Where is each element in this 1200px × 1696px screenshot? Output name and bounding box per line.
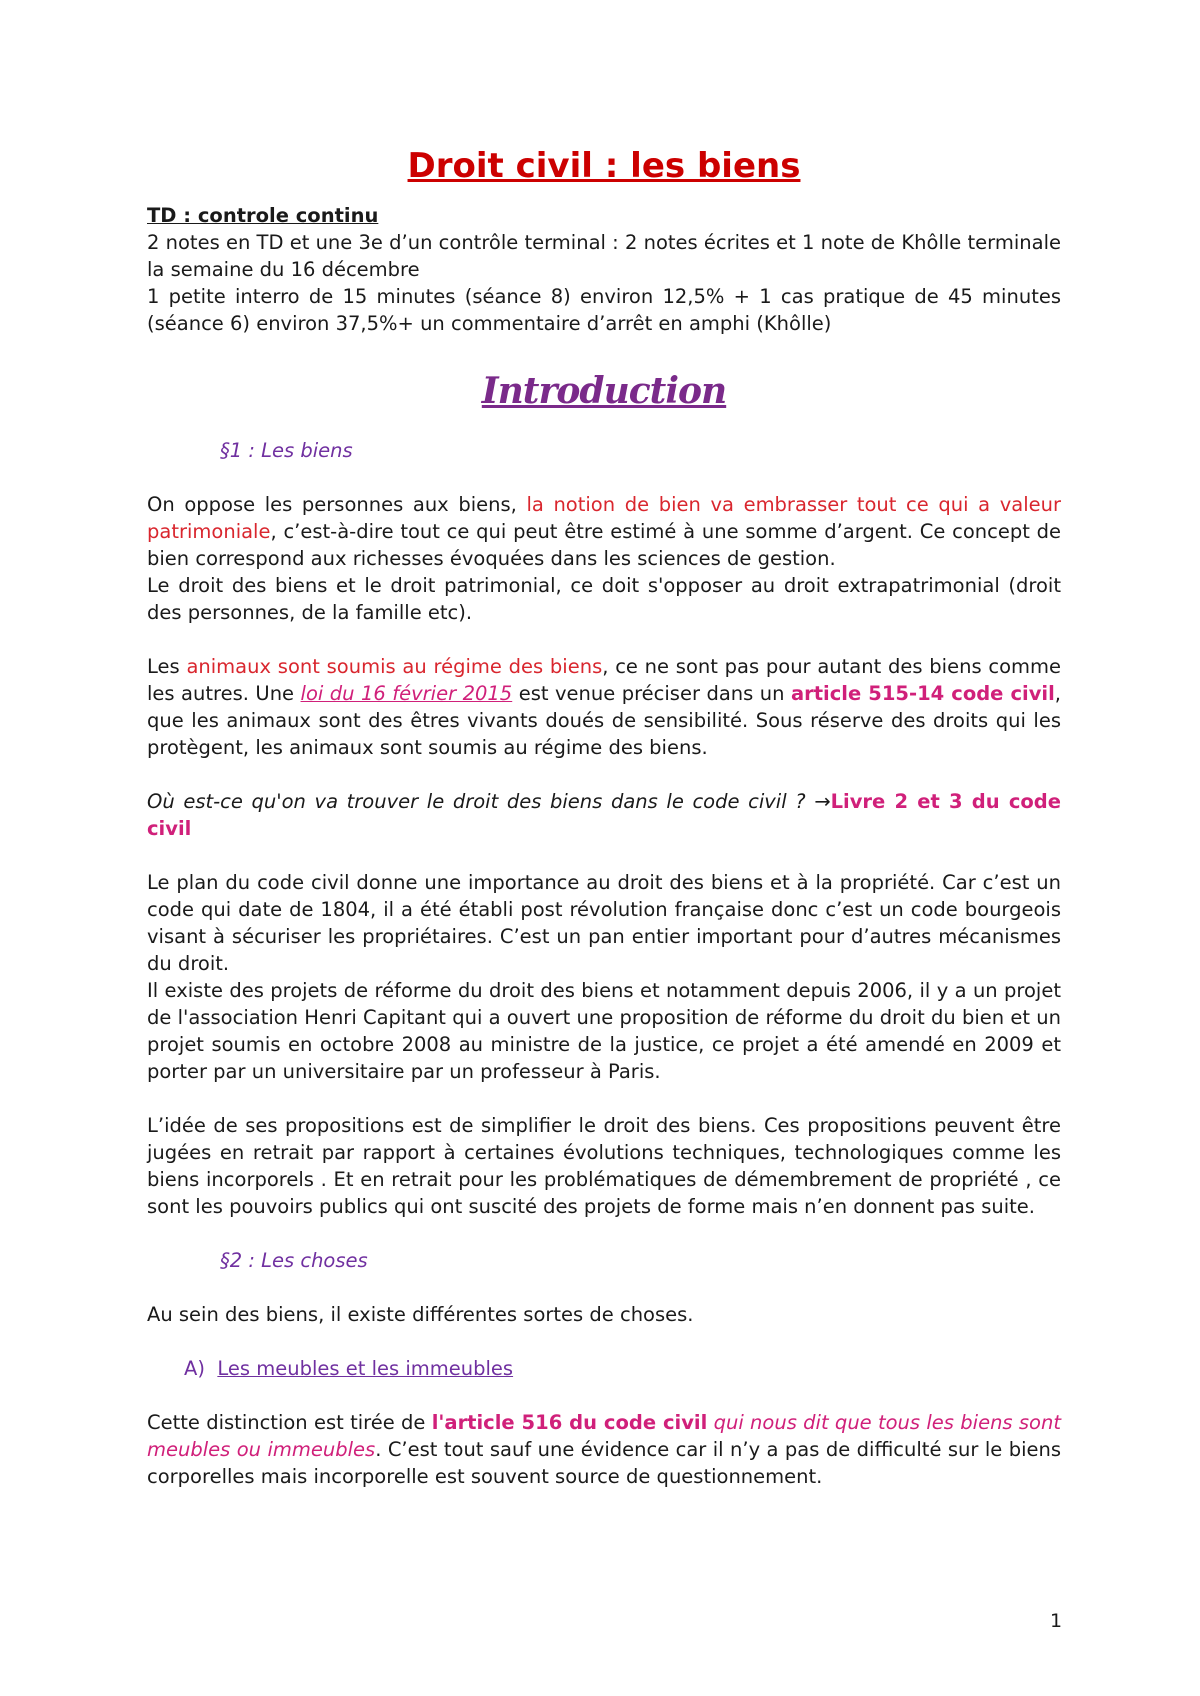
section-1-paragraph-4: Le plan du code civil donne une importance au droit des biens et à la propriété. Car c’est un code qui date de 1804, il a été établi post révolution française donc c’est un code bourgeois visant à sécuriser les propriétaires. C’est un pan entier important pour d’autres mécanismes du droit. xyxy=(147,871,1061,975)
section-1-paragraph-2 xyxy=(147,653,1061,761)
text-run: , ce ne sont pas pour autant des biens comme les autres. Une xyxy=(147,655,1062,705)
text-run: , c’est-à-dire tout ce qui peut être estimé à une somme d’argent. Ce concept de bien correspond aux richesses évoquées dans les sciences de gestion. xyxy=(147,520,1061,570)
section-2-paragraph-2 xyxy=(147,1409,1061,1490)
section-1-paragraph-6: L’idée de ses propositions est de simplifier le droit des biens. Ces propositions peuvent être jugées en retrait par rapport à certaines évolutions techniques, technologiques comme les biens incorporels . Et en retrait pour les problématiques de démembrement de propriété , ce sont les pouvoirs publics qui ont suscité des projets de forme mais n’en donnent pas suite. xyxy=(147,1114,1061,1218)
section-2-heading: §2 : Les choses xyxy=(220,1249,368,1272)
livre-reference: Livre 2 et 3 du code civil xyxy=(147,790,1061,840)
td-heading-text: TD : controle continu xyxy=(147,204,379,227)
question-text: Où est-ce qu'on va trouver le droit des biens dans le code civil ? → xyxy=(147,790,831,813)
section-1-paragraph-1 xyxy=(147,491,1061,626)
section-1-paragraph-5: Il existe des projets de réforme du droit des biens et notamment depuis 2006, il y a un projet de l'association Henri Capitant qui a ouvert une proposition de réforme du droit du bien et un projet soumis en octobre 2008 au ministre de la justice, ce projet a été amendé en 2009 et porter par un universitaire par un professeur à Paris. xyxy=(147,979,1061,1083)
subsection-a-heading xyxy=(147,1355,1061,1382)
text-run: On oppose les personnes aux biens, xyxy=(147,493,527,516)
introduction-heading: Introduction xyxy=(481,370,727,412)
article-515-14-reference: article 515-14 code civil xyxy=(790,682,1055,705)
document-title: Droit civil : les biens xyxy=(407,146,801,186)
text-run: est venue préciser dans un xyxy=(512,682,791,705)
section-2-paragraph-1: Au sein des biens, il existe différentes sortes de choses. xyxy=(147,1303,694,1326)
subsection-a-title: Les meubles et les immeubles xyxy=(217,1357,514,1380)
text-run: . C’est tout sauf une évidence car il n’y a pas de difficulté sur le biens corporelles mais incorporelle est souvent source de questionnement. xyxy=(147,1438,1061,1488)
section-1-heading: §1 : Les biens xyxy=(220,439,353,462)
td-line-2: 1 petite interro de 15 minutes (séance 8) environ 12,5% + 1 cas pratique de 45 minutes (séance 6) environ 37,5%+ un commentaire d’arrêt en amphi (Khôlle) xyxy=(147,285,1061,335)
article-516-reference: l'article 516 du code civil xyxy=(431,1411,708,1434)
highlight-animaux: animaux sont soumis au régime des biens xyxy=(186,655,603,678)
highlight-notion-bien: la notion de bien va embrasser tout ce qui a valeur patrimoniale xyxy=(147,493,1061,543)
document-page xyxy=(147,140,1061,1490)
td-heading xyxy=(147,202,1061,229)
loi-2015-reference: loi du 16 février 2015 xyxy=(300,682,513,705)
text-run: , que les animaux sont des êtres vivants doués de sensibilité. Sous réserve des droits qui les protègent, les animaux sont soumis au régime des biens. xyxy=(147,682,1061,759)
article-516-quote: qui nous dit que tous les biens sont meubles ou immeubles xyxy=(147,1411,1061,1461)
text-run: Les xyxy=(147,655,187,678)
text-run: Le droit des biens et le droit patrimonial, ce doit s'opposer au droit extrapatrimonial (droit des personnes, de la famille etc). xyxy=(147,574,1061,624)
section-1-question xyxy=(147,788,1061,842)
td-line-1: 2 notes en TD et une 3e d’un contrôle terminal : 2 notes écrites et 1 note de Khôlle terminale la semaine du 16 décembre xyxy=(147,231,1061,281)
page-number: 1 xyxy=(1050,1610,1063,1632)
subsection-a-letter: A) xyxy=(184,1357,205,1380)
text-run: Cette distinction est tirée de xyxy=(147,1411,432,1434)
